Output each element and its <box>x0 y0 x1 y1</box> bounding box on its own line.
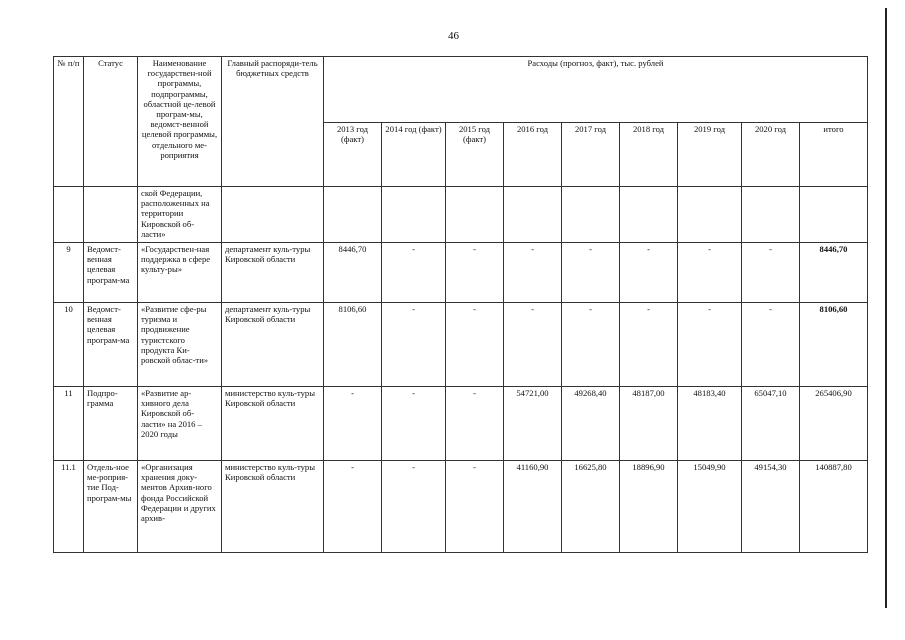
row-responsible: департамент куль-туры Кировской области <box>222 243 324 303</box>
row-total: 8106,60 <box>800 303 868 387</box>
row-value: 49268,40 <box>562 387 620 461</box>
table-cell <box>800 187 868 243</box>
table-cell <box>678 187 742 243</box>
row-value: - <box>324 461 382 553</box>
table-row <box>54 243 868 303</box>
row-value: 49154,30 <box>742 461 800 553</box>
table-cell <box>84 187 138 243</box>
row-status: Отдель-ное ме-роприя-тие Под-програм-мы <box>84 461 138 553</box>
header-year: 2017 год <box>562 123 620 187</box>
row-value: - <box>382 387 446 461</box>
row-value: - <box>382 243 446 303</box>
table-cell <box>222 187 324 243</box>
row-status: Ведомст-венная целевая програм-ма <box>84 243 138 303</box>
row-value: - <box>382 461 446 553</box>
header-responsible: Главный распоряди-тель бюджетных средств <box>222 57 324 187</box>
row-total: 8446,70 <box>800 243 868 303</box>
row-name: «Государствен-ная поддержка в сфере культу-ры» <box>138 243 222 303</box>
header-name: Наименование государствен-ной программы, подпрограммы, областной це-левой програм-мы, ведомст-венной целевой программы, отдельного ме-роприятия <box>138 57 222 187</box>
row-value: 54721,00 <box>504 387 562 461</box>
row-value: 8106,60 <box>324 303 382 387</box>
row-value: - <box>742 303 800 387</box>
row-num: 11.1 <box>54 461 84 553</box>
table-row <box>54 461 868 553</box>
table-row <box>54 387 868 461</box>
row-num: 9 <box>54 243 84 303</box>
table-cell <box>742 187 800 243</box>
header-year: 2015 год (факт) <box>446 123 504 187</box>
row-value: 8446,70 <box>324 243 382 303</box>
row-value: - <box>742 243 800 303</box>
row-responsible: министерство куль-туры Кировской области <box>222 461 324 553</box>
header-total: итого <box>800 123 868 187</box>
header-expenses: Расходы (прогноз, факт), тыс. рублей <box>324 57 868 123</box>
row-value: 15049,90 <box>678 461 742 553</box>
row-value: - <box>382 303 446 387</box>
table-cell <box>620 187 678 243</box>
header-year: 2020 год <box>742 123 800 187</box>
row-name: «Развитие ар-хивного дела Кировской об-ласти» на 2016 – 2020 годы <box>138 387 222 461</box>
row-responsible: министерство куль-туры Кировской области <box>222 387 324 461</box>
row-num: 10 <box>54 303 84 387</box>
expenses-table <box>53 56 868 553</box>
row-value: 41160,90 <box>504 461 562 553</box>
row-value: - <box>446 303 504 387</box>
row-value: - <box>324 387 382 461</box>
row-value: - <box>620 303 678 387</box>
table-cell <box>562 187 620 243</box>
row-name: «Организация хранения доку-ментов Архив-ного фонда Российской Федерации и других архив- <box>138 461 222 553</box>
header-num: № п/п <box>54 57 84 187</box>
header-row-top <box>54 57 868 123</box>
table-cell <box>504 187 562 243</box>
header-year: 2013 год (факт) <box>324 123 382 187</box>
row-value: 48187,00 <box>620 387 678 461</box>
row-value: - <box>620 243 678 303</box>
table-row <box>54 303 868 387</box>
table-cell <box>54 187 84 243</box>
header-year: 2016 год <box>504 123 562 187</box>
continuation-row <box>54 187 868 243</box>
row-value: - <box>446 243 504 303</box>
header-status: Статус <box>84 57 138 187</box>
row-value: 18896,90 <box>620 461 678 553</box>
row-value: - <box>678 243 742 303</box>
table-cell <box>324 187 382 243</box>
page-edge-rule <box>885 8 887 608</box>
row-status: Подпро-грамма <box>84 387 138 461</box>
row-value: 48183,40 <box>678 387 742 461</box>
expenses-table-container <box>53 56 868 553</box>
row-value: 65047,10 <box>742 387 800 461</box>
row-value: - <box>446 387 504 461</box>
page-number: 46 <box>448 30 459 42</box>
row-status: Ведомст-венная целевая програм-ма <box>84 303 138 387</box>
row-value: - <box>504 243 562 303</box>
row-responsible: департамент куль-туры Кировской области <box>222 303 324 387</box>
row-value: - <box>562 303 620 387</box>
table-cell <box>382 187 446 243</box>
header-year: 2018 год <box>620 123 678 187</box>
row-name: «Развитие сфе-ры туризма и продвижение туристского продукта Ки-ровской облас-ти» <box>138 303 222 387</box>
row-value: - <box>446 461 504 553</box>
table-cell <box>446 187 504 243</box>
row-total: 265406,90 <box>800 387 868 461</box>
row-value: - <box>504 303 562 387</box>
header-year: 2014 год (факт) <box>382 123 446 187</box>
header-year: 2019 год <box>678 123 742 187</box>
row-value: 16625,80 <box>562 461 620 553</box>
row-value: - <box>562 243 620 303</box>
continuation-name: ской Федерации, расположенных на территории Кировской об-ласти» <box>138 187 222 243</box>
row-num: 11 <box>54 387 84 461</box>
row-total: 140887,80 <box>800 461 868 553</box>
row-value: - <box>678 303 742 387</box>
